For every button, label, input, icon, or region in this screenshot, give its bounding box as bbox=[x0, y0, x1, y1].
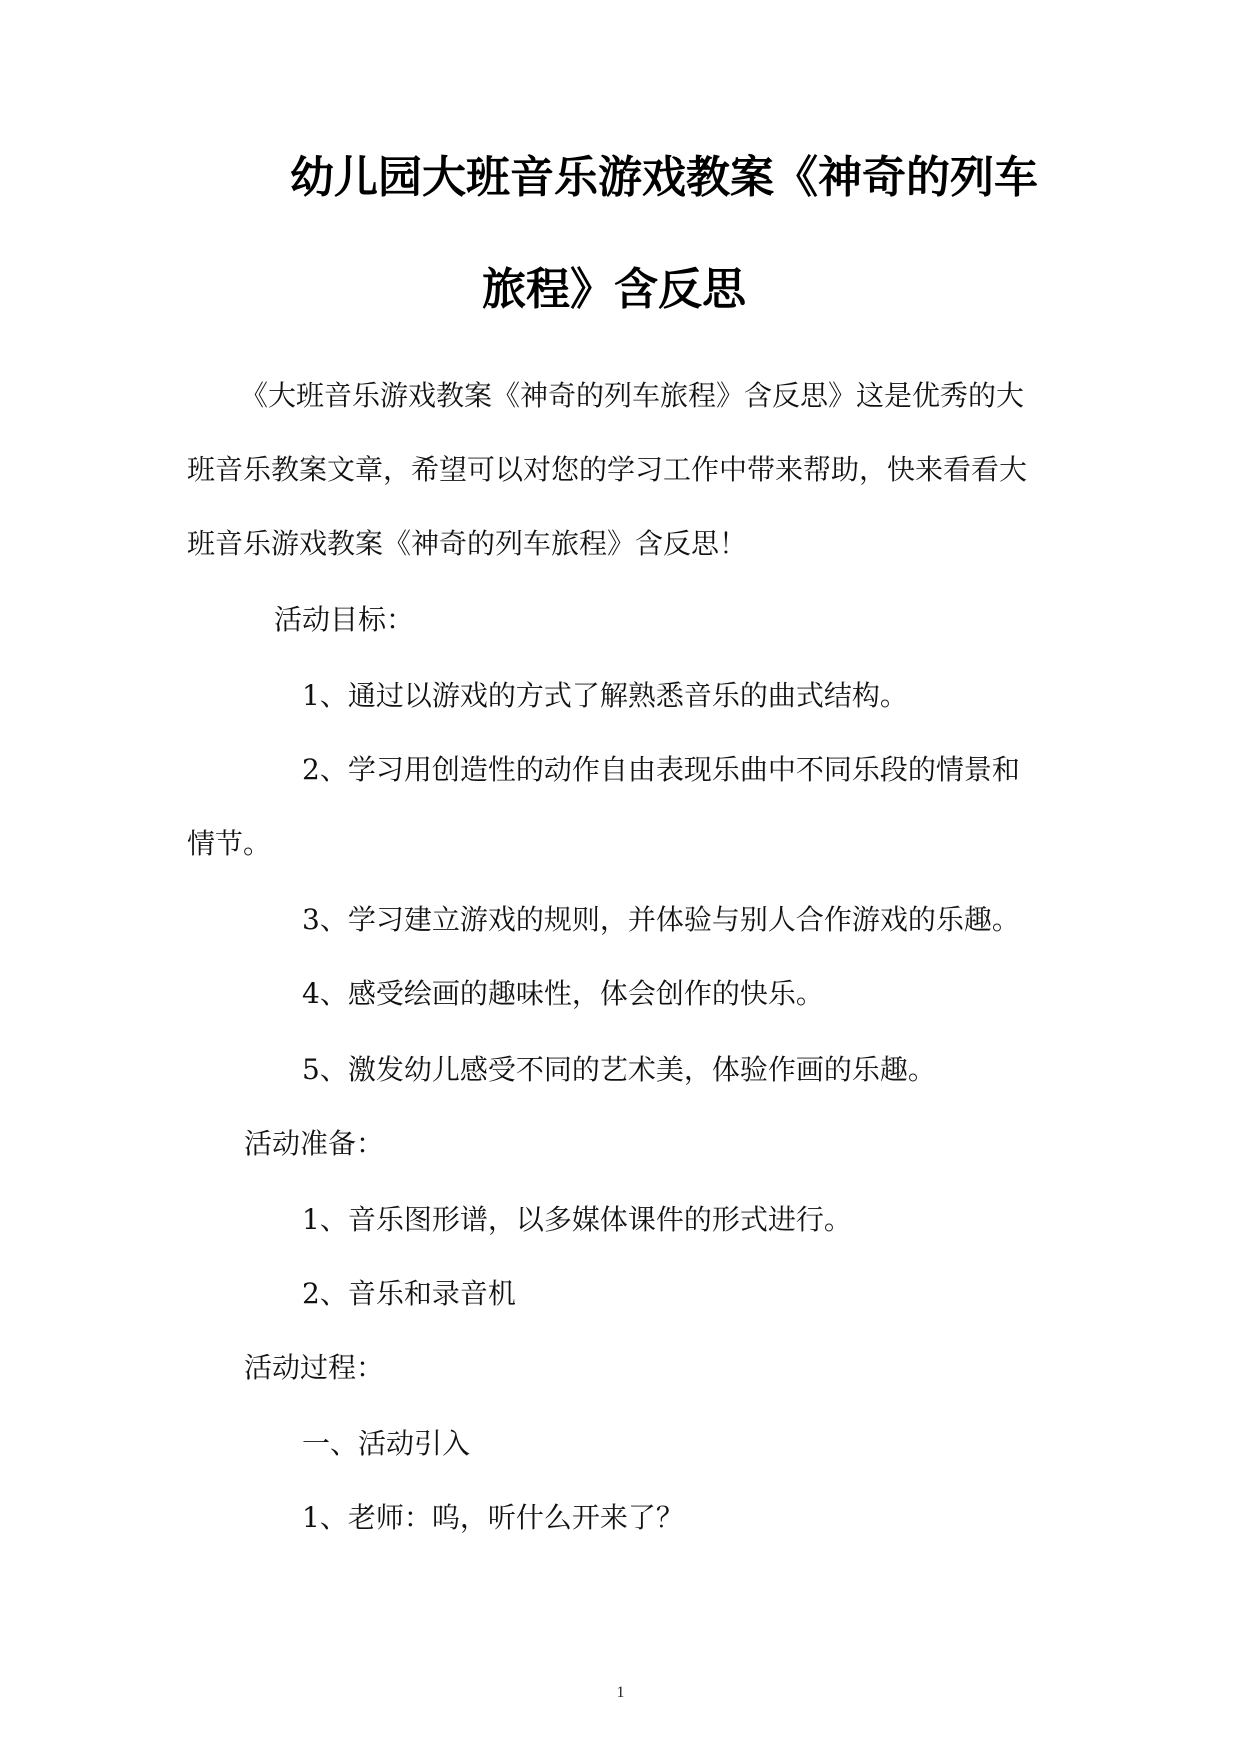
intro-paragraph-line-3: 班音乐游戏教案《神奇的列车旅程》含反思！ bbox=[187, 527, 748, 560]
page-number: 1 bbox=[616, 1684, 625, 1701]
intro-paragraph-line-2: 班音乐教案文章，希望可以对您的学习工作中带来帮助，快来看看大 bbox=[187, 453, 1028, 486]
process-subheading-1: 一、活动引入 bbox=[302, 1427, 471, 1460]
goal-item-1: 1、通过以游戏的方式了解熟悉音乐的曲式结构。 bbox=[302, 679, 908, 712]
goal-item-5: 5、激发幼儿感受不同的艺术美，体验作画的乐趣。 bbox=[302, 1053, 936, 1086]
goal-item-3: 3、学习建立游戏的规则，并体验与别人合作游戏的乐趣。 bbox=[302, 903, 1020, 936]
goal-item-2-line-1: 2、学习用创造性的动作自由表现乐曲中不同乐段的情景和 bbox=[302, 753, 1020, 786]
goal-item-2-line-2: 情节。 bbox=[187, 827, 272, 860]
preparation-item-1: 1、音乐图形谱，以多媒体课件的形式进行。 bbox=[302, 1203, 852, 1236]
intro-paragraph-line-1: 《大班音乐游戏教案《神奇的列车旅程》含反思》这是优秀的大 bbox=[240, 379, 1025, 412]
process-item-1: 1、老师：呜，听什么开来了？ bbox=[302, 1501, 684, 1534]
section-heading-goals: 活动目标： bbox=[274, 603, 415, 636]
preparation-item-2: 2、音乐和录音机 bbox=[302, 1277, 516, 1310]
section-heading-preparation: 活动准备： bbox=[244, 1127, 385, 1160]
document-title-line-2: 旅程》含反思 bbox=[482, 264, 746, 315]
goal-item-4: 4、感受绘画的趣味性，体会创作的快乐。 bbox=[302, 977, 824, 1010]
section-heading-process: 活动过程： bbox=[244, 1351, 385, 1384]
document-title-line-1: 幼儿园大班音乐游戏教案《神奇的列车 bbox=[290, 152, 1038, 203]
